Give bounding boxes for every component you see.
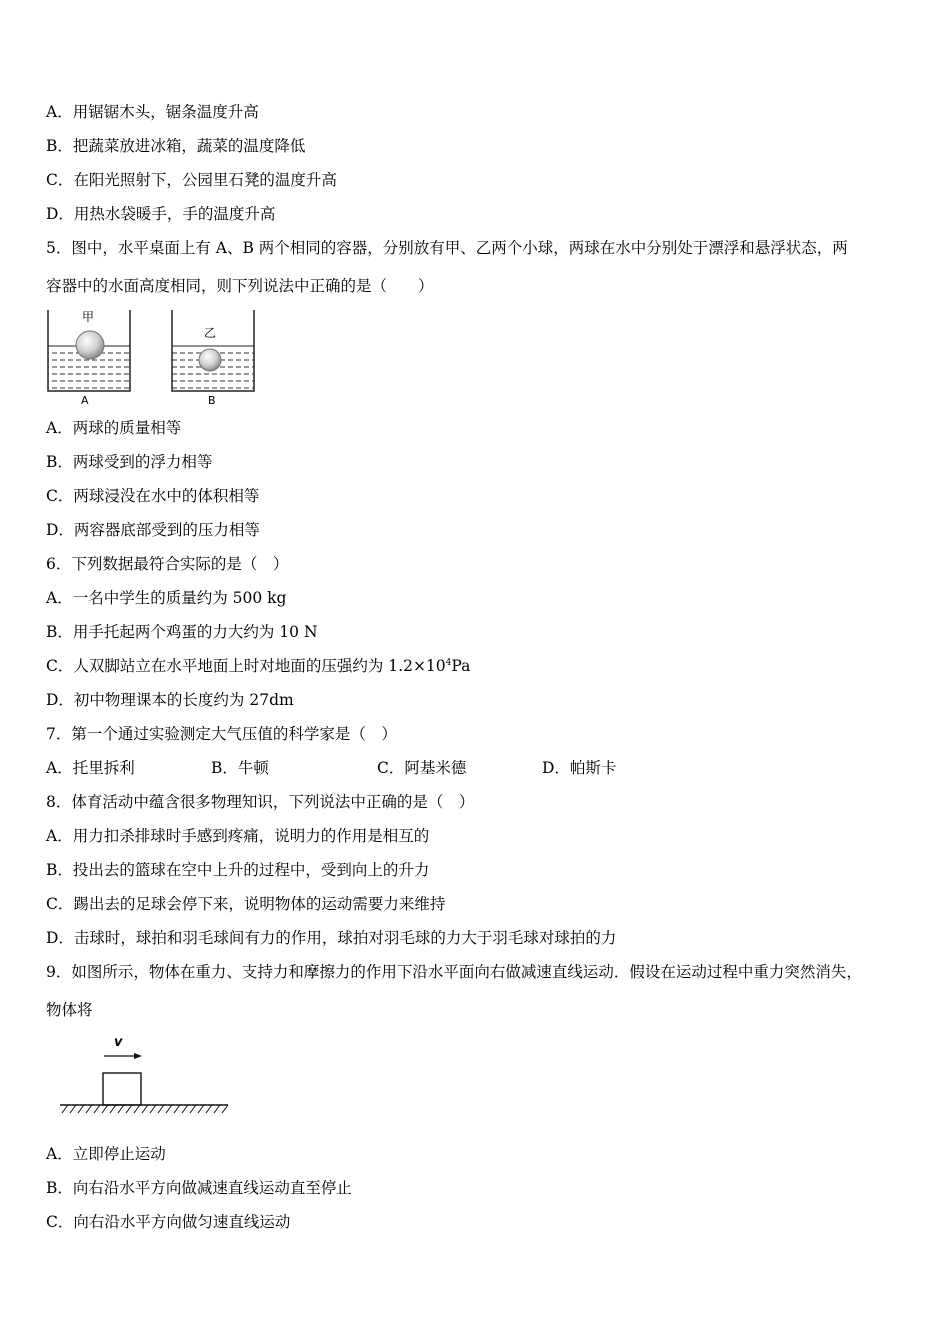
q7-option-c: C．阿基米德 [377, 759, 467, 777]
q5-option-a: A．两球的质量相等 [46, 419, 182, 437]
q5-option-b: B．两球受到的浮力相等 [46, 453, 213, 471]
q4-option-c: C．在阳光照射下，公园里石凳的温度升高 [46, 171, 337, 189]
q6-option-a: A．一名中学生的质量约为 500 kg [46, 589, 287, 607]
q8-option-c: C．踢出去的足球会停下来，说明物体的运动需要力来维持 [46, 895, 446, 913]
q4-option-a: A．用锯锯木头，锯条温度升高 [46, 103, 259, 121]
q9-stem-line1: 9．如图所示，物体在重力、支持力和摩擦力的作用下沿水平面向右做减速直线运动．假设在运动过程中重力突然消失， [46, 963, 862, 981]
ball-yi [199, 349, 221, 371]
q8-stem: 8．体育活动中蕴含很多物理知识，下列说法中正确的是（ ） [46, 793, 475, 811]
container-b-label: B [208, 394, 216, 406]
q6-option-c-exponent: 4 [445, 657, 452, 668]
q6-option-c [46, 656, 470, 676]
q5-option-c: C．两球浸没在水中的体积相等 [46, 487, 260, 505]
q9-stem-line2: 物体将 [46, 1001, 93, 1019]
q6-option-c-text: C．人双脚站立在水平地面上时对地面的压强约为 1.2×10 [46, 657, 446, 675]
q4-option-b: B．把蔬菜放进冰箱，蔬菜的温度降低 [46, 137, 306, 155]
container-a-label: A [81, 394, 89, 406]
q7-options-row [46, 758, 926, 778]
q5-containers-figure [44, 308, 258, 406]
q8-option-d: D．击球时，球拍和羽毛球间有力的作用，球拍对羽毛球的力大于羽毛球对球拍的力 [46, 929, 617, 947]
ball-jia-label: 甲 [82, 310, 95, 324]
q9-option-b: B．向右沿水平方向做减速直线运动直至停止 [46, 1179, 352, 1197]
ball-yi-label: 乙 [204, 326, 217, 340]
q8-option-b: B．投出去的篮球在空中上升的过程中，受到向上的升力 [46, 861, 430, 879]
q7-stem: 7．第一个通过实验测定大气压值的科学家是（ ） [46, 725, 397, 743]
q6-option-b: B．用手托起两个鸡蛋的力大约为 10 N [46, 623, 318, 641]
q9-option-a: A．立即停止运动 [46, 1145, 166, 1163]
q7-option-a: A．托里拆利 [46, 759, 135, 777]
q6-stem: 6．下列数据最符合实际的是（ ） [46, 555, 289, 573]
q5-option-d: D．两容器底部受到的压力相等 [46, 521, 260, 539]
q5-stem-line2: 容器中的水面高度相同，则下列说法中正确的是（ ） [46, 277, 434, 295]
q7-option-b: B．牛顿 [211, 759, 269, 777]
q7-option-d: D．帕斯卡 [542, 759, 617, 777]
q6-option-c-unit: Pa [451, 657, 471, 675]
ball-jia [76, 331, 104, 359]
velocity-arrow-icon [104, 1053, 142, 1059]
velocity-label: v [114, 1035, 123, 1050]
q8-option-a: A．用力扣杀排球时手感到疼痛，说明力的作用是相互的 [46, 827, 430, 845]
q4-option-d: D．用热水袋暖手，手的温度升高 [46, 205, 276, 223]
ground-surface [60, 1105, 228, 1113]
container-b [172, 310, 254, 406]
moving-block [103, 1073, 141, 1105]
q9-block-figure [56, 1032, 232, 1118]
container-a [48, 310, 130, 406]
q5-stem-line1: 5．图中，水平桌面上有 A、B 两个相同的容器，分别放有甲、乙两个小球，两球在水中分别处于漂浮和悬浮状态，两 [46, 239, 848, 257]
q6-option-d: D．初中物理课本的长度约为 27dm [46, 691, 294, 709]
q9-option-c: C．向右沿水平方向做匀速直线运动 [46, 1213, 291, 1231]
